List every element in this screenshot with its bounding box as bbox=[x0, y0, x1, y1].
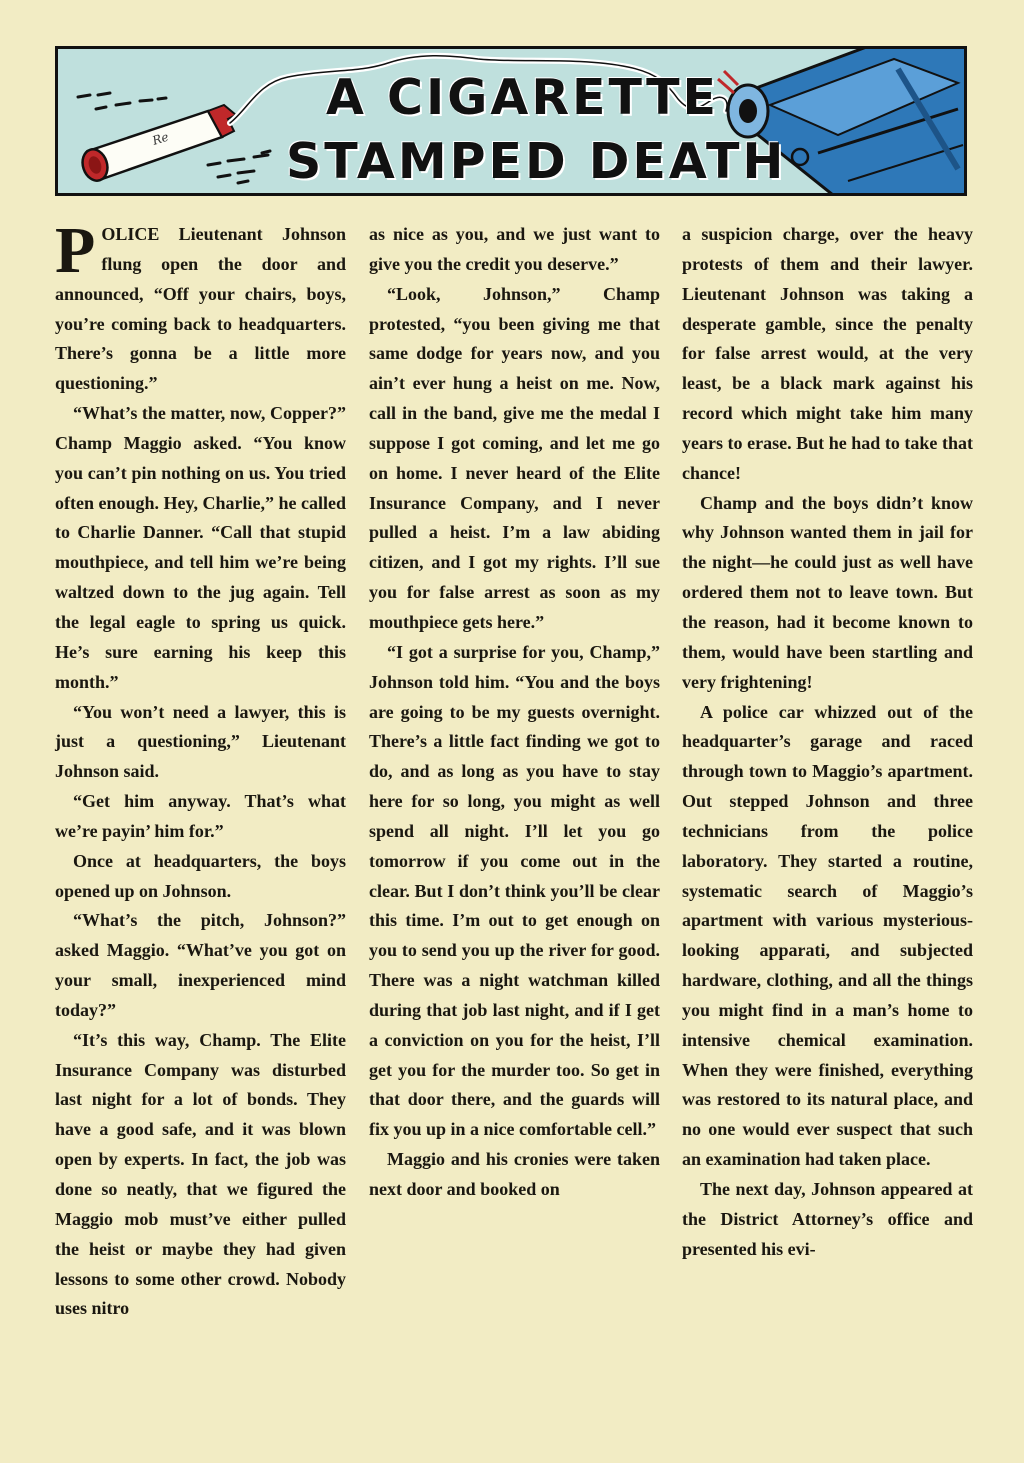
title-banner bbox=[55, 46, 967, 196]
title-line-1: A CIGARETTE bbox=[326, 69, 719, 126]
paragraph: “What’s the matter, now, Copper?” Champ Maggio asked. “You know you can’t pin nothing on us. You tried often enough. Hey, Charlie,” he called to Charlie Danner. “Call that stupid mouthpiece, and tell him we’re being waltzed down to the jug again. Tell the legal eagle to spring us quick. He’s sure earning his keep this month.” bbox=[55, 403, 346, 692]
paragraph: as nice as you, and we just want to give you the credit you deserve.” bbox=[369, 224, 660, 274]
paragraph: “What’s the pitch, Johnson?” asked Maggio. “What’ve you got on your small, inexperienced mind today?” bbox=[55, 910, 346, 1020]
paragraph: “It’s this way, Champ. The Elite Insurance Company was disturbed last night for a lot of bonds. They have a good safe, and it was blown open by experts. In fact, the job was done so neatly, that we figured the Maggio mob must’ve either pulled the heist or maybe they had given lessons to some other crowd. Nobody uses nitro bbox=[55, 1029, 346, 1319]
text-column-3 bbox=[682, 220, 973, 1265]
paragraph: Once at headquarters, the boys opened up on Johnson. bbox=[55, 850, 346, 901]
text-column-2 bbox=[369, 220, 660, 1205]
paragraph: The next day, Johnson appeared at the District Attorney’s office and presented his evi- bbox=[682, 1179, 973, 1259]
paragraph: POLICE Lieutenant Johnson flung open the door and announced, “Off your chairs, boys, you’re coming back to headquarters. There’s gonna be a little more questioning.” bbox=[55, 214, 346, 394]
cigarette-icon bbox=[79, 105, 236, 184]
paragraph: “You won’t need a lawyer, this is just a questioning,” Lieutenant Johnson said. bbox=[55, 701, 346, 782]
paragraph: A police car whizzed out of the headquarter’s garage and raced through town to Maggio’s apartment. Out stepped Johnson and three technicians from the police laboratory. They started a routine, systematic search of Maggio’s apartment with various mysterious-looking apparati, and subjected hardware, clothing, and all the things you might find in a man’s home to intensive chemical examination. When they were finished, everything was restored to its natural place, and no one would ever suspect that such an examination had taken place. bbox=[682, 701, 973, 1170]
title-line-2: STAMPED DEATH bbox=[286, 133, 787, 190]
cigarette-brand-text: Re bbox=[150, 129, 171, 148]
paragraph: “Get him anyway. That’s what we’re payin’ him for.” bbox=[55, 791, 346, 841]
paragraph: Maggio and his cronies were taken next door and booked on bbox=[369, 1149, 660, 1199]
text-column-1 bbox=[55, 214, 346, 1324]
paragraph: “I got a surprise for you, Champ,” Johnson told him. “You and the boys are going to be my guests overnight. There’s a little fact finding we got to do, and as long as you have to stay here for so long, you might as well spend all night. I’ll let you go tomorrow if you come out in the clear. But I don’t think you’ll be clear this time. I’m out to get enough on you to send you up the river for good. There was a night watchman killed during that job last night, and if I get a conviction on you for the heist, I’ll get you for the murder too. So get in that door there, and the guards will fix you up in a nice comfortable cell.” bbox=[369, 641, 660, 1140]
paragraph: Champ and the boys didn’t know why Johnson wanted them in jail for the night—he could just as well have ordered them not to leave town. But the reason, had it become known to them, would have been startling and very frightening! bbox=[682, 492, 973, 692]
paragraph: a suspicion charge, over the heavy protests of them and their lawyer. Lieutenant Johnson was taking a desperate gamble, since the penalty for false arrest would, at the very least, be a black mark against his record which might take him many years to erase. But he had to take that chance! bbox=[682, 224, 973, 483]
paragraph: “Look, Johnson,” Champ protested, “you been giving me that same dodge for years now, and you ain’t ever hung a heist on me. Now, call in the band, give me the medal I suppose I got coming, and let me go on home. I never heard of the Elite Insurance Company, and I never pulled a heist. I’m a law abiding citizen, and I got my rights. I’ll sue you for false arrest as soon as my mouthpiece gets here.” bbox=[369, 283, 660, 632]
